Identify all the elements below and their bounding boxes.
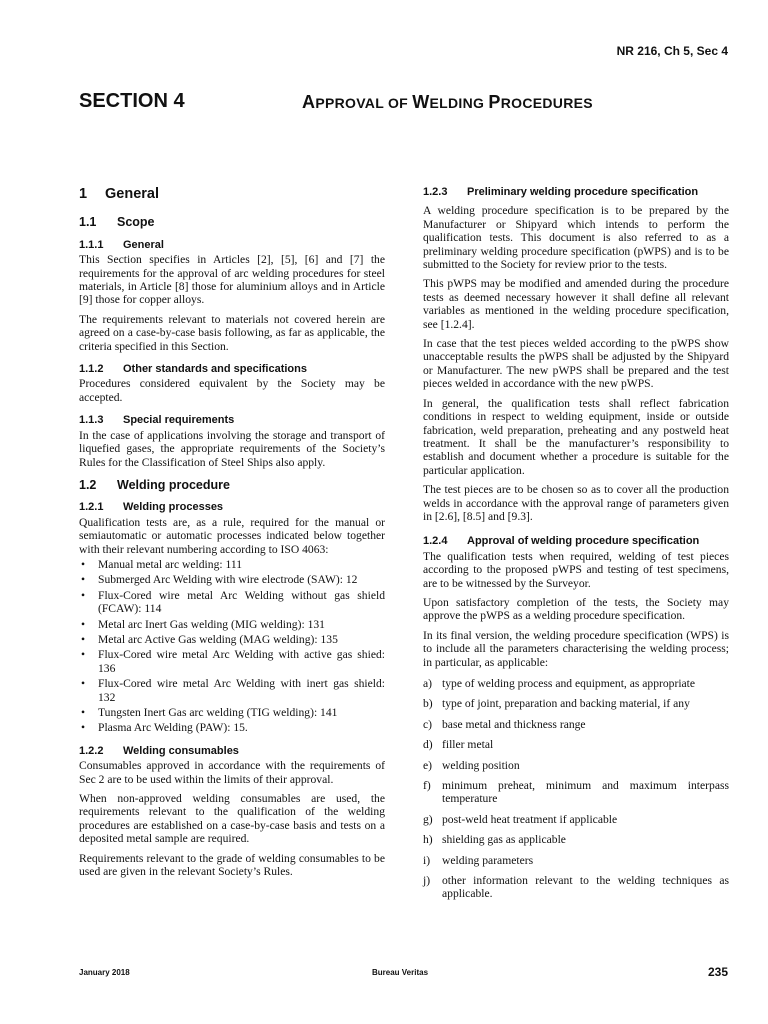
title-initial: P	[488, 92, 501, 112]
paragraph: This pWPS may be modified and amended during the procedure tests as deemed necessary however it shall define all relevant variables as mentioned in the welding procedure specification, see [1.2.4].	[423, 277, 729, 331]
list-marker: i)	[423, 853, 431, 867]
footer-date: January 2018	[79, 968, 130, 977]
heading-number: 1.1	[79, 215, 97, 230]
footer-publisher: Bureau Veritas	[372, 968, 429, 977]
paragraph: In its final version, the welding procedure specification (WPS) is to include all the parameters characterising the welding process; in particular, as applicable:	[423, 628, 729, 669]
title-initial: W	[412, 92, 430, 112]
list-item	[423, 854, 729, 867]
list-item	[423, 813, 729, 826]
heading-1-1-3-special-requirements	[79, 414, 385, 427]
list-item-text: welding parameters	[442, 853, 534, 867]
paragraph: Upon satisfactory completion of the tests, the Society may approve the pWPS as a welding procedure specification.	[423, 595, 729, 623]
heading-1-2-welding-procedure	[79, 479, 385, 492]
list-item-text: post-weld heat treatment if applicable	[442, 812, 618, 826]
bullet-icon: •	[81, 706, 86, 719]
heading-text: Scope	[117, 215, 155, 230]
heading-text: Approval of welding procedure specification	[467, 535, 700, 548]
heading-number: 1.2.2	[79, 744, 104, 757]
heading-text: Welding processes	[123, 501, 224, 514]
bullet-icon: •	[81, 721, 86, 735]
running-header: NR 216, Ch 5, Sec 4	[616, 44, 728, 58]
list-item-text: Manual metal arc welding: 111	[98, 557, 243, 571]
paragraph: Procedures considered equivalent by the Society may be accepted.	[79, 377, 385, 404]
title-rest: ELDING	[429, 95, 489, 111]
heading-text: Preliminary welding procedure specification	[467, 186, 699, 198]
heading-number: 1	[79, 186, 88, 202]
heading-1-2-2-welding-consumables	[79, 745, 385, 758]
list-item-text: Plasma Arc Welding (PAW): 15.	[98, 721, 248, 735]
left-column	[79, 186, 385, 884]
paragraph: When non-approved welding consumables are used, the requirements relevant to the qualification of the welding procedures are established on a case-by-case basis and tests on a deposited metal sample are required.	[79, 792, 385, 846]
list-item-text: Flux-Cored wire metal Arc Welding with inert gas shield: 132	[98, 677, 385, 704]
list-item	[423, 677, 729, 690]
list-marker: h)	[423, 833, 433, 847]
list-item	[79, 677, 385, 704]
list-item	[79, 648, 385, 675]
list-item-text: Metal arc Inert Gas welding (MIG welding): 131	[98, 617, 325, 631]
list-item	[423, 738, 729, 751]
heading-1-1-2-other-standards	[79, 363, 385, 376]
list-item-text: Metal arc Active Gas welding (MAG welding): 135	[98, 632, 338, 646]
bullet-icon: •	[81, 617, 86, 631]
heading-text: Special requirements	[123, 414, 235, 427]
heading-1-2-1-welding-processes	[79, 501, 385, 514]
list-item	[423, 759, 729, 772]
heading-number: 1.2.1	[79, 501, 104, 514]
list-item-text: shielding gas as applicable	[442, 833, 566, 847]
list-item-text: Submerged Arc Welding with wire electrode (SAW): 12	[98, 573, 358, 587]
list-marker: a)	[423, 677, 433, 690]
welding-process-list	[79, 558, 385, 735]
heading-1-general	[79, 188, 385, 201]
list-item	[423, 779, 729, 806]
list-marker: j)	[423, 874, 431, 888]
heading-number: 1.1.1	[79, 238, 104, 251]
list-marker: g)	[423, 812, 433, 826]
list-item	[423, 874, 729, 901]
list-item-text: welding position	[442, 758, 520, 772]
heading-text: General	[123, 238, 164, 251]
list-item-text: base metal and thickness range	[442, 717, 586, 731]
list-marker: b)	[423, 697, 433, 711]
list-marker: c)	[423, 717, 433, 731]
list-item-text: type of welding process and equipment, as appropriate	[442, 677, 696, 690]
heading-number: 1.1.2	[79, 363, 104, 376]
list-item	[423, 697, 729, 710]
list-item-text: Tungsten Inert Gas arc welding (TIG welding): 141	[98, 706, 338, 719]
list-item	[423, 718, 729, 731]
heading-text: General	[105, 186, 159, 202]
list-marker: d)	[423, 738, 433, 752]
list-item	[79, 721, 385, 734]
heading-1-1-scope	[79, 216, 385, 229]
section-title	[302, 92, 593, 113]
paragraph: The requirements relevant to materials not covered herein are agreed on a case-by-case basis following, as far as applicable, the criteria specified in this Section.	[79, 312, 385, 353]
bullet-icon: •	[81, 588, 86, 602]
list-item-text: type of joint, preparation and backing material, if any	[442, 697, 690, 711]
list-marker: f)	[423, 779, 431, 793]
paragraph: In general, the qualification tests shall reflect fabrication conditions in respect to welding equipment, inside or outside fabrication, weld preparation, preheating and any postweld heat treatment. It shall be the manufacturer’s responsibility to establish and document whether a procedure is suitable for the particular application.	[423, 396, 729, 477]
heading-number: 1.2	[79, 477, 97, 492]
paragraph: Consumables approved in accordance with the requirements of Sec 2 are to be used within the limits of their approval.	[79, 759, 385, 786]
bullet-icon: •	[81, 573, 86, 587]
heading-number: 1.2.4	[423, 535, 448, 548]
heading-number: 1.1.3	[79, 414, 104, 427]
paragraph: Qualification tests are, as a rule, required for the manual or semiautomatic or automatic processes indicated below together with their relevant numbering according to ISO 4063:	[79, 515, 385, 556]
heading-1-2-3-preliminary-wps	[423, 186, 729, 199]
heading-text: Other standards and specifications	[123, 363, 307, 376]
title-initial: A	[302, 92, 316, 112]
title-rest: PPROVAL OF	[315, 95, 413, 111]
list-item	[79, 589, 385, 616]
heading-text: Welding consumables	[123, 744, 239, 757]
list-item-text: Flux-Cored wire metal Arc Welding with active gas shied: 136	[98, 648, 385, 675]
paragraph: In the case of applications involving the storage and transport of liquefied gases, the appropriate requirements of the Society’s Rules for the Classification of Steel Ships also apply.	[79, 428, 385, 469]
list-item	[79, 618, 385, 631]
list-item	[79, 633, 385, 646]
bullet-icon: •	[81, 632, 86, 646]
list-item	[79, 706, 385, 719]
heading-text: Welding procedure	[117, 477, 230, 492]
paragraph: Requirements relevant to the grade of welding consumables to be used are given in the relevant Society’s Rules.	[79, 851, 385, 879]
paragraph: In case that the test pieces welded according to the pWPS show unacceptable results the pWPS shall be adjusted by the Shipyard or Manufacturer. The new pWPS shall be prepared and the test pieces welded in accordance with the new pWPS.	[423, 337, 729, 391]
paragraph: The test pieces are to be chosen so as to cover all the production welds in accordance with the approval range of parameters given in [2.6], [8.5] and [9.3].	[423, 483, 729, 523]
list-marker: e)	[423, 758, 433, 772]
bullet-icon: •	[81, 677, 86, 691]
bullet-icon: •	[81, 648, 86, 662]
heading-number: 1.2.3	[423, 186, 448, 198]
list-item	[79, 573, 385, 586]
title-rest: ROCEDURES	[500, 95, 593, 111]
heading-1-1-1-general	[79, 239, 385, 252]
bullet-icon: •	[81, 557, 86, 571]
right-column	[423, 186, 729, 908]
page-number: 235	[707, 965, 728, 979]
heading-1-2-4-approval-of-wps	[423, 535, 729, 548]
paragraph: A welding procedure specification is to be prepared by the Manufacturer or Shipyard which intends to perform the qualification tests. This document is also referred to as a preliminary welding procedure specification (pWPS) and is to be submitted to the Society for review prior to the tests.	[423, 204, 729, 272]
list-item-text: other information relevant to the welding techniques as applicable.	[442, 874, 729, 901]
section-number: SECTION 4	[79, 90, 185, 112]
paragraph: The qualification tests when required, welding of test pieces according to the proposed pWPS and testing of test specimens, are to be witnessed by the Surveyor.	[423, 549, 729, 590]
list-item-text: minimum preheat, minimum and maximum interpass temperature	[442, 779, 729, 806]
list-item	[423, 833, 729, 846]
wps-parameter-list	[423, 677, 729, 901]
list-item	[79, 558, 385, 571]
list-item-text: Flux-Cored wire metal Arc Welding without gas shield (FCAW): 114	[98, 588, 385, 616]
list-item-text: filler metal	[442, 738, 494, 752]
paragraph: This Section specifies in Articles [2], [5], [6] and [7] the requirements for the approval of arc welding procedures for steel materials, in Article [8] those for aluminium alloys and in Article [9] those for copper alloys.	[79, 253, 385, 307]
